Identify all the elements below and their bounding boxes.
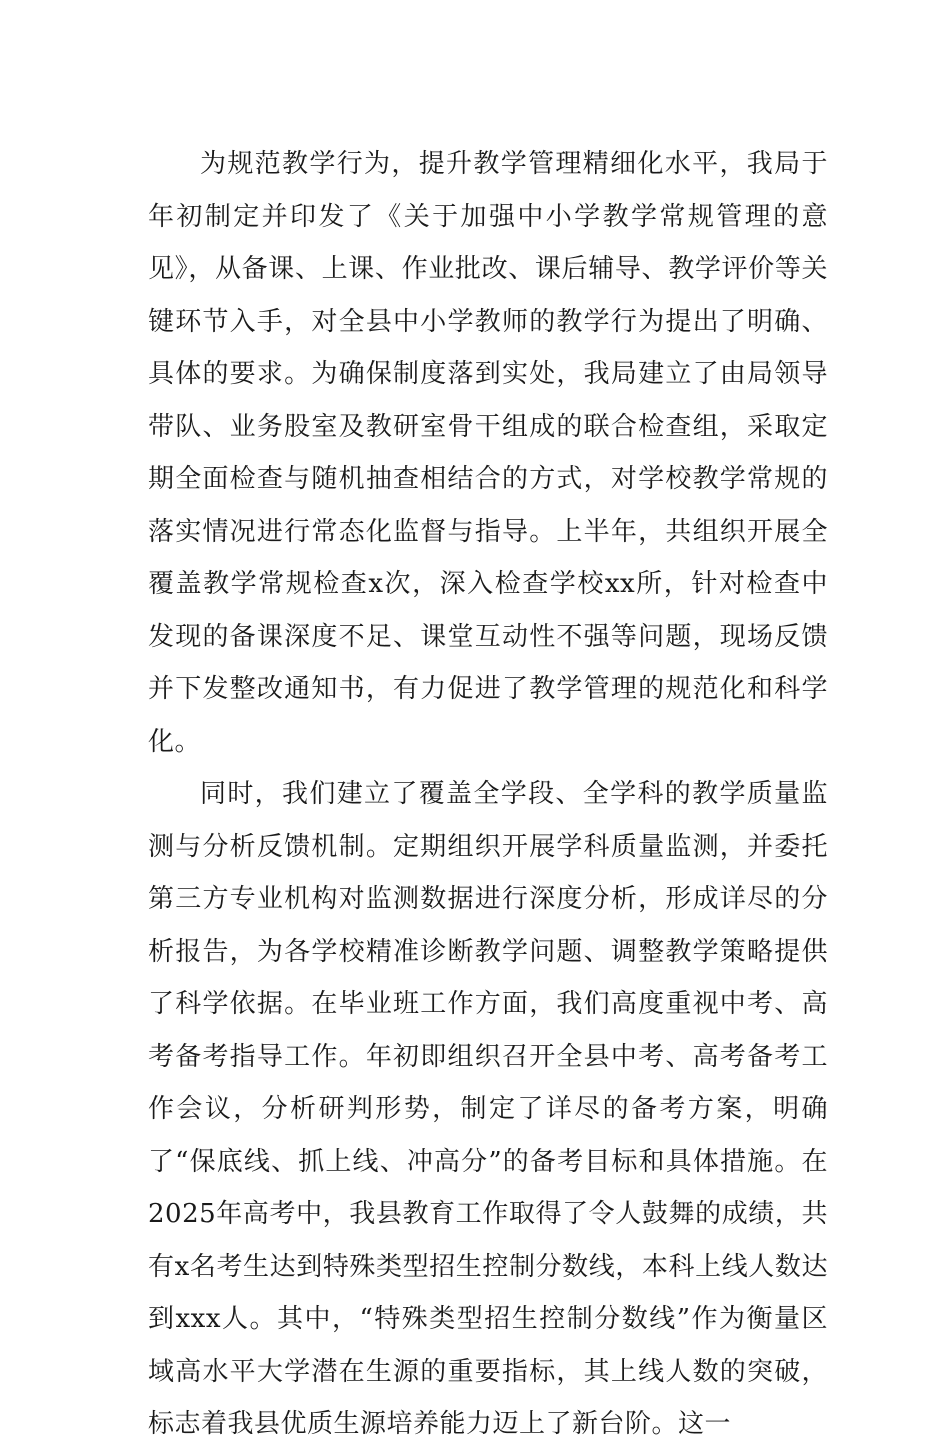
document-body <box>148 138 828 1451</box>
paragraph-teaching-routine: 为规范教学行为，提升教学管理精细化水平，我局于年初制定并印发了《关于加强中小学教学常规管理的意见》，从备课、上课、作业批改、课后辅导、教学评价等关键环节入手，对全县中小学教师的教学行为提出了明确、具体的要求。为确保制度落到实处，我局建立了由局领导带队、业务股室及教研室骨干组成的联合检查组，采取定期全面检查与随机抽查相结合的方式，对学校教学常规的落实情况进行常态化监督与指导。上半年，共组织开展全覆盖教学常规检查x次，深入检查学校xx所，针对检查中发现的备课深度不足、课堂互动性不强等问题，现场反馈并下发整改通知书，有力促进了教学管理的规范化和科学化。 <box>148 149 828 757</box>
paragraph-quality-monitoring: 同时，我们建立了覆盖全学段、全学科的教学质量监测与分析反馈机制。定期组织开展学科质量监测，并委托第三方专业机构对监测数据进行深度分析，形成详尽的分析报告，为各学校精准诊断教学问题、调整教学策略提供了科学依据。在毕业班工作方面，我们高度重视中考、高考备考指导工作。年初即组织召开全县中考、高考备考工作会议，分析研判形势，制定了详尽的备考方案，明确了“保底线、抓上线、冲高分”的备考目标和具体措施。在2025年高考中，我县教育工作取得了令人鼓舞的成绩，共有x名考生达到特殊类型招生控制分数线，本科上线人数达到xxx人。其中，“特殊类型招生控制分数线”作为衡量区域高水平大学潜在生源的重要指标，其上线人数的突破，标志着我县优质生源培养能力迈上了新台阶。这一 <box>148 779 828 1439</box>
